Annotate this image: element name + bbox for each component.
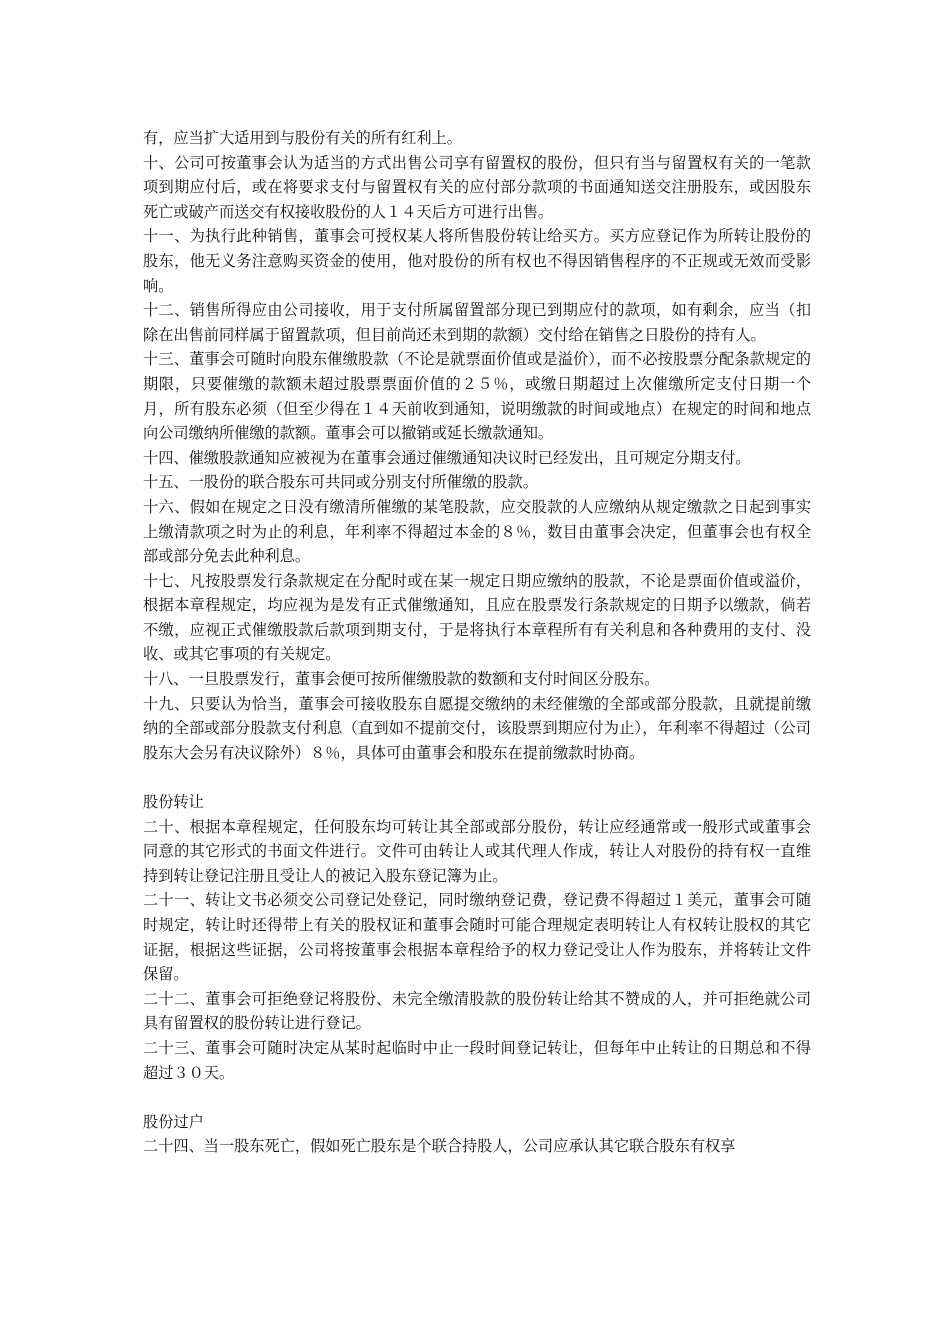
paragraph: 十四、催缴股款通知应被视为在董事会通过催缴通知决议时已经发出，且可规定分期支付。 (143, 448, 751, 467)
paragraph: 十五、一股份的联合股东可共同或分别支付所催缴的股款。 (143, 473, 538, 492)
paragraph: 十三、董事会可随时向股东催缴股款（不论是就票面价值或是溢价），而不必按股票分配条款规定的期限，只要催缴的款额未超过股票票面价值的２５％，或缴日期超过上次催缴所定支付日期一个月，所有股东必须（但至少得在１４天前收到通知，说明缴款的时间或地点）在规定的时间和地点向公司缴纳所催缴的款额。董事会可以撤销或延长缴款通知。 (143, 350, 811, 443)
blank-line (143, 765, 811, 790)
paragraph: 十、公司可按董事会认为适当的方式出售公司享有留置权的股份，但只有当与留置权有关的一笔款项到期应付后，或在将要求支付与留置权有关的应付部分款项的书面通知送交注册股东，或因股东死亡或破产而送交有权接收股份的人１４天后方可进行出售。 (143, 153, 811, 221)
paragraph: 十七、凡按股票发行条款规定在分配时或在某一规定日期应缴纳的股款，不论是票面价值或溢价，根据本章程规定，均应视为是发有正式催缴通知，且应在股票发行条款规定的日期予以缴款，倘若不缴，应视正式催缴股款后款项到期支付，于是将执行本章程所有有关利息和各种费用的支付、没收、或其它事项的有关规定。 (143, 571, 811, 664)
paragraph: 有，应当扩大适用到与股份有关的所有红利上。 (143, 129, 462, 147)
section-heading: 股份过户 (143, 1112, 204, 1131)
paragraph: 十九、只要认为恰当，董事会可接收股东自愿提交缴纳的未经催缴的全部或部分股款，且就提前缴纳的全部或部分股款支付利息（直到如不提前交付，该股票到期应付为止），年利率不得超过（公司股东大会另有决议除外）８％，具体可由董事会和股东在提前缴款时协商。 (143, 694, 811, 762)
paragraph: 二十一、转让文书必须交公司登记处登记，同时缴纳登记费，登记费不得超过１美元，董事会可随时规定，转让时还得带上有关的股权证和董事会随时可能合理规定表明转让人有权转让股权的其它证据，根据这些证据，公司将按董事会根据本章程给予的权力登记受让人作为股东，并将转让文件保留。 (143, 891, 811, 984)
paragraph: 十二、销售所得应由公司接收，用于支付所属留置部分现已到期应付的款项，如有剩余，应当（扣除在出售前同样属于留置款项，但目前尚还未到期的款额）交付给在销售之日股份的持有人。 (143, 301, 811, 344)
blank-line (143, 1085, 811, 1110)
paragraph: 二十三、董事会可随时决定从某时起临时中止一段时间登记转让，但每年中止转让的日期总和不得超过３０天。 (143, 1038, 811, 1082)
paragraph: 十一、为执行此种销售，董事会可授权某人将所售股份转让给买方。买方应登记作为所转让股份的股东，他无义务注意购买资金的使用，他对股份的所有权也不得因销售程序的不正规或无效而受影响。 (143, 227, 811, 295)
paragraph: 二十二、董事会可拒绝登记将股份、未完全缴清股款的股份转让给其不赞成的人，并可拒绝就公司具有留置权的股份转让进行登记。 (143, 989, 811, 1033)
paragraph: 二十、根据本章程规定，任何股东均可转让其全部或部分股份，转让应经通常或一般形式或董事会同意的其它形式的书面文件进行。文件可由转让人或其代理人作成，转让人对股份的持有权一直维持到转让登记注册且受让人的被记入股东登记簿为止。 (143, 817, 811, 885)
paragraph: 二十四、当一股东死亡，假如死亡股东是个联合持股人，公司应承认其它联合股东有权享 (143, 1137, 736, 1156)
section-heading: 股份转让 (143, 793, 204, 812)
paragraph: 十八、一旦股票发行，董事会便可按所催缴股款的数额和支付时间区分股东。 (143, 670, 660, 689)
document-page (143, 126, 811, 1159)
paragraph: 十六、假如在规定之日没有缴清所催缴的某笔股款，应交股款的人应缴纳从规定缴款之日起到事实上缴清款项之时为止的利息，年利率不得超过本金的８％，数目由董事会决定，但董事会也有权全部或部分免去此种利息。 (143, 497, 811, 566)
